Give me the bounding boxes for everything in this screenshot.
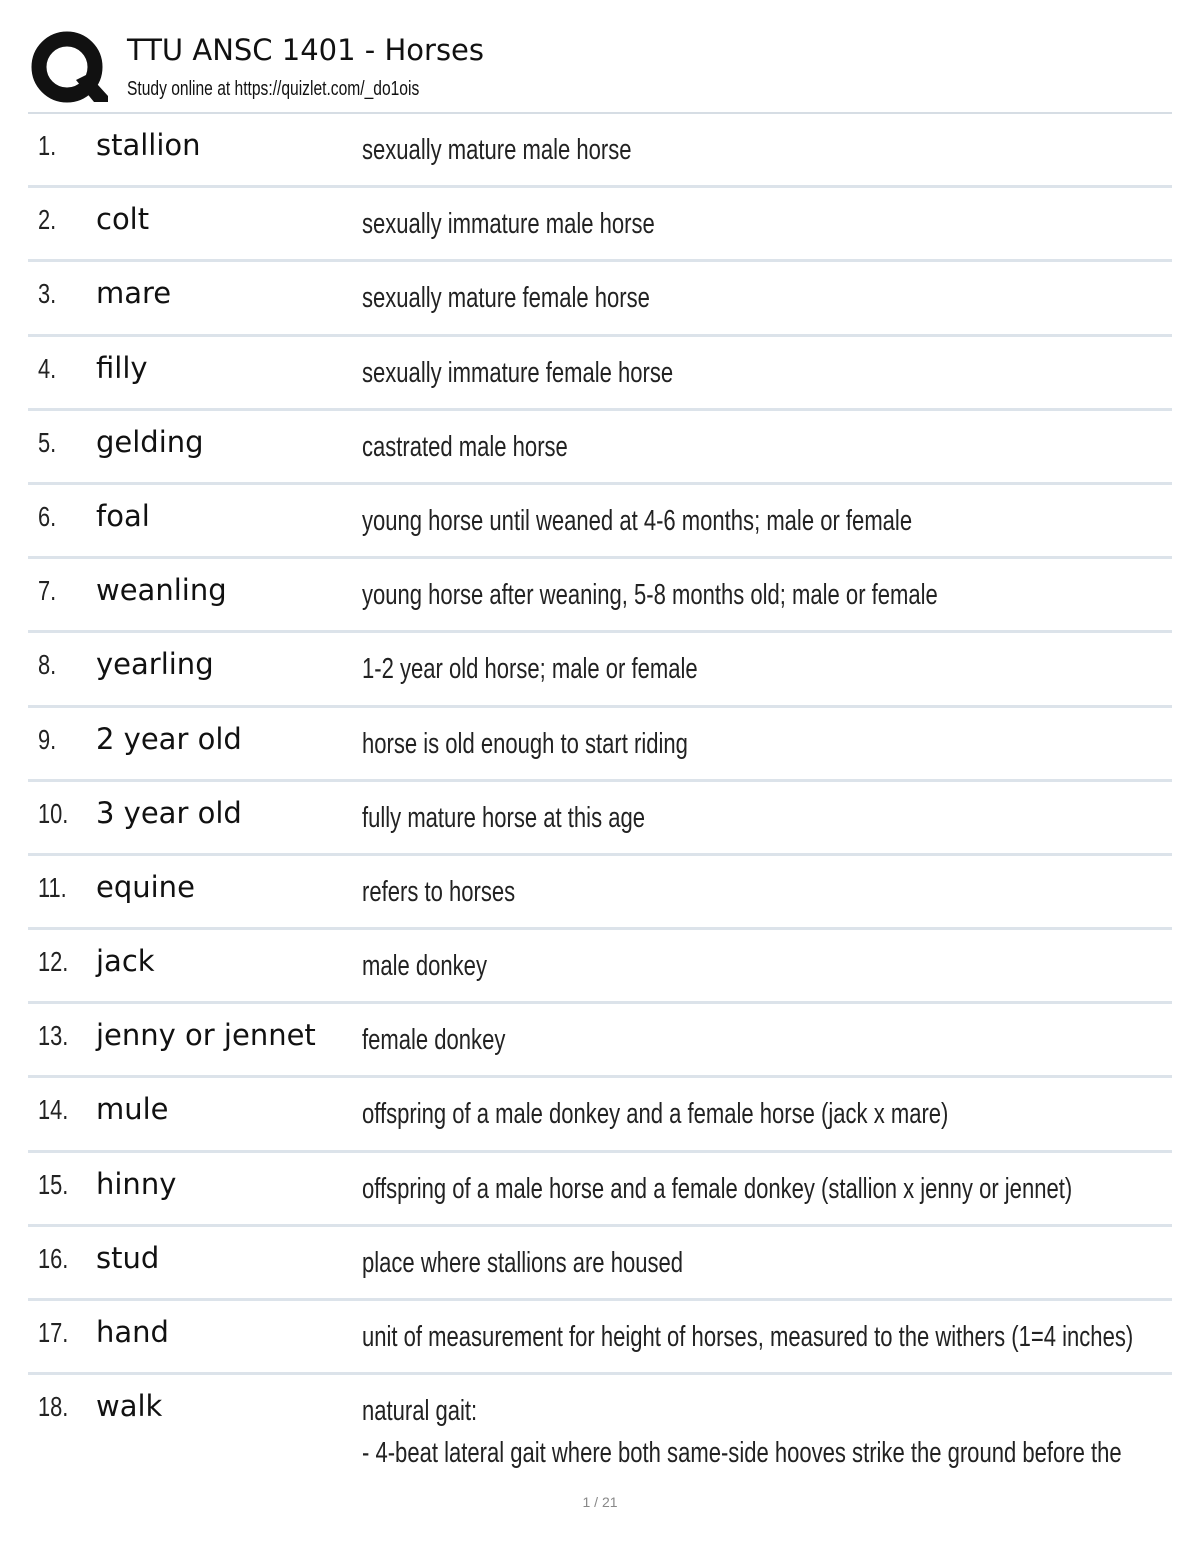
definition-line: natural gait: <box>362 1395 478 1428</box>
page-number: 1 / 21 <box>582 1494 618 1510</box>
card-definition: horse is old enough to start riding <box>362 727 688 760</box>
flashcard-row <box>28 262 1172 336</box>
card-definition: refers to horses <box>362 875 516 908</box>
card-number: 16. <box>38 1242 69 1274</box>
card-definition: 1-2 year old horse; male or female <box>362 653 698 686</box>
card-definition: young horse until weaned at 4-6 months; male or female <box>362 504 913 537</box>
page-header <box>0 0 1200 114</box>
card-term: walk <box>96 1389 163 1424</box>
card-number: 6. <box>38 500 57 532</box>
flashcard-row <box>28 1301 1172 1375</box>
deck-title: TTU ANSC 1401 - Horses <box>127 33 485 67</box>
card-number: 10. <box>38 797 69 829</box>
card-definition: unit of measurement for height of horses, measured to the withers (1=4 inches) <box>362 1321 1134 1353</box>
card-term: mare <box>96 276 172 311</box>
flashcard-row <box>28 1078 1172 1152</box>
card-number: 14. <box>38 1094 69 1126</box>
flashcard-row <box>28 485 1172 559</box>
card-definition: sexually immature male horse <box>362 208 655 241</box>
flashcard-row <box>28 559 1172 633</box>
card-term: 3 year old <box>96 795 242 830</box>
flashcard-row <box>28 337 1172 411</box>
card-number: 7. <box>38 575 57 607</box>
card-number: 9. <box>38 723 57 755</box>
study-link[interactable]: Study online at https://quizlet.com/_do1ois <box>127 78 420 100</box>
card-number: 12. <box>38 946 69 978</box>
card-term: stallion <box>96 128 201 162</box>
flashcard-row <box>28 708 1172 782</box>
card-term: hand <box>96 1315 169 1349</box>
card-term: gelding <box>96 424 204 459</box>
card-definition: young horse after weaning, 5-8 months old; male or female <box>362 579 938 612</box>
card-number: 15. <box>38 1168 69 1200</box>
card-term: jack <box>96 944 155 979</box>
card-number: 2. <box>38 204 57 236</box>
flashcard-row <box>28 1375 1172 1505</box>
card-definition <box>362 1390 1122 1474</box>
card-definition: offspring of a male horse and a female donkey (stallion x jenny or jennet) <box>362 1172 1073 1205</box>
card-number: 5. <box>38 426 57 458</box>
card-term: weanling <box>96 573 227 608</box>
card-definition: castrated male horse <box>362 430 568 463</box>
card-definition: sexually mature male horse <box>362 134 632 166</box>
card-definition: offspring of a male donkey and a female horse (jack x mare) <box>362 1098 949 1131</box>
flashcard-row <box>28 188 1172 262</box>
card-definition: female donkey <box>362 1024 506 1057</box>
card-number: 4. <box>38 352 57 384</box>
card-number: 17. <box>38 1317 69 1348</box>
card-definition: male donkey <box>362 950 487 983</box>
card-term: yearling <box>96 647 214 682</box>
card-term: equine <box>96 869 195 904</box>
quizlet-logo-icon <box>30 30 108 108</box>
card-term: foal <box>96 498 150 533</box>
card-definition: place where stallions are housed <box>362 1246 684 1279</box>
flashcard-row <box>28 782 1172 856</box>
flashcard-row <box>28 633 1172 707</box>
card-number: 8. <box>38 649 57 681</box>
card-number: 11. <box>38 871 67 903</box>
card-definition: sexually immature female horse <box>362 356 674 389</box>
card-term: filly <box>96 350 148 385</box>
flashcard-list <box>28 114 1172 1505</box>
flashcard-row <box>28 856 1172 930</box>
card-definition: fully mature horse at this age <box>362 801 645 834</box>
card-term: colt <box>96 202 150 237</box>
card-term: hinny <box>96 1166 177 1201</box>
card-number: 18. <box>38 1391 69 1423</box>
card-term: stud <box>96 1240 160 1275</box>
card-term: mule <box>96 1092 169 1127</box>
flashcard-row <box>28 114 1172 188</box>
flashcard-row <box>28 1153 1172 1227</box>
card-number: 13. <box>38 1020 69 1052</box>
flashcard-row <box>28 411 1172 485</box>
card-number: 1. <box>38 130 57 161</box>
card-term: 2 year old <box>96 721 242 756</box>
flashcard-row <box>28 930 1172 1004</box>
flashcard-row <box>28 1004 1172 1078</box>
card-definition: sexually mature female horse <box>362 282 650 315</box>
flashcard-row <box>28 1227 1172 1301</box>
card-number: 3. <box>38 278 57 310</box>
card-term: jenny or jennet <box>96 1018 316 1053</box>
definition-line: - 4-beat lateral gait where both same-side hooves strike the ground before the <box>362 1437 1122 1470</box>
